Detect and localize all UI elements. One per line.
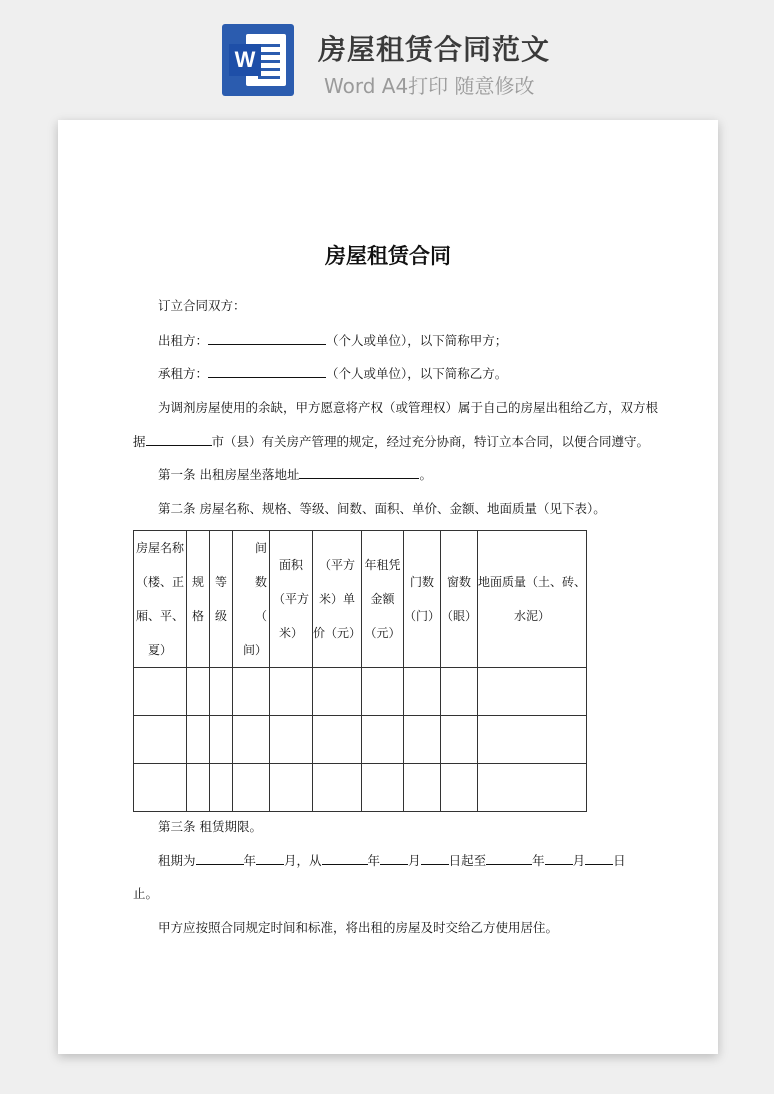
table-header-line: （眼）	[441, 609, 478, 623]
table-header-line: 间）	[242, 643, 267, 657]
header-subtitle: Word A4打印 随意修改	[324, 74, 535, 98]
table-header-line: 房屋名称	[135, 541, 184, 555]
table-header-line: 米）单	[319, 592, 356, 606]
table-header-line: 格	[191, 609, 204, 623]
table-header-text	[313, 548, 361, 650]
table-header-line: 夏）	[147, 643, 172, 657]
table-row	[134, 716, 587, 764]
table-header-text	[478, 565, 586, 633]
table-header-line: （	[254, 609, 267, 623]
table-header-text	[187, 565, 209, 633]
table-header-cell	[404, 531, 441, 668]
lessor-blank	[208, 331, 326, 345]
para1-line2: 据 市（县）有关房产管理的规定，经过充分协商，特订立本合同，以便合同遵守。	[133, 434, 650, 449]
table-header-line: 窗数	[447, 575, 472, 589]
table-header-line: 水泥）	[514, 609, 551, 623]
para1-line1: 为调剂房屋使用的余缺，甲方愿意将产权（或管理权）属于自己的房屋出租给乙方，双方根	[158, 400, 659, 415]
doc-title: 房屋租赁合同	[325, 244, 451, 268]
table-header-line: （楼、正	[135, 575, 184, 589]
table-header-row	[134, 531, 587, 668]
table-header-line: 厢、平、	[135, 609, 184, 623]
table-header-line: （平方	[272, 592, 309, 606]
table-header-line: 米）	[278, 626, 303, 640]
article-2: 第二条 房屋名称、规格、等级、间数、面积、单价、金额、地面质量（见下表）。	[158, 501, 606, 516]
table-header-cell	[362, 531, 404, 668]
table-header-text	[134, 531, 186, 667]
table-header-cell	[210, 531, 233, 668]
table-header-cell	[313, 531, 362, 668]
article-3: 第三条 租赁期限。	[158, 819, 262, 834]
table-row	[134, 668, 587, 716]
table-header-cell	[270, 531, 313, 668]
table-header-line: 地面质量（土、砖、	[478, 575, 587, 589]
city-blank	[146, 432, 212, 446]
document-page	[58, 120, 718, 1054]
article-1: 第一条 出租房屋坐落地址 。	[158, 467, 432, 482]
table-header-line: （平方	[319, 558, 356, 572]
table-header-cell	[478, 531, 587, 668]
table-header-cell	[441, 531, 478, 668]
word-logo-letter: W	[229, 44, 261, 76]
table-header-line: 数	[254, 575, 267, 589]
lessee-line: 承租方： （个人或单位），以下简称乙方。	[158, 366, 508, 381]
table-header-line: 等	[214, 575, 227, 589]
table-row	[134, 764, 587, 812]
term-line-1: 租期为 年 月，从 年 月 日起至 年 月 日	[158, 853, 626, 868]
address-blank	[299, 465, 419, 479]
parties-label: 订立合同双方：	[158, 298, 246, 313]
table-header-line: 年租凭	[364, 558, 401, 572]
table-header-line: 级	[214, 609, 227, 623]
table-header-line: 面积	[278, 558, 303, 572]
table-header-text	[441, 565, 477, 633]
table-header-cell	[187, 531, 210, 668]
table-header-cell	[233, 531, 270, 668]
table-header-line: 门数	[410, 575, 435, 589]
last-paragraph: 甲方应按照合同规定时间和标准，将出租的房屋及时交给乙方使用居住。	[158, 920, 559, 935]
lessee-blank	[208, 364, 326, 378]
table-header-text	[233, 531, 269, 667]
table-header-line: （元）	[364, 626, 401, 640]
word-icon	[222, 24, 294, 96]
table-header-line: 间	[254, 541, 267, 555]
table-header-text	[404, 565, 440, 633]
table-header-text	[270, 548, 312, 650]
property-table	[133, 530, 587, 812]
term-line-2: 止。	[133, 886, 159, 901]
lessor-line: 出租方： （个人或单位），以下简称甲方；	[158, 333, 508, 348]
table-header-text	[210, 565, 232, 633]
table-header-line: 价（元）	[313, 626, 362, 640]
table-header-text	[362, 548, 403, 650]
table-header-cell	[134, 531, 187, 668]
header-title: 房屋租赁合同范文	[318, 33, 551, 66]
table-header-line: （门）	[404, 609, 441, 623]
table-header-line: 规	[191, 575, 204, 589]
header	[0, 0, 774, 110]
table-header-line: 金额	[370, 592, 395, 606]
